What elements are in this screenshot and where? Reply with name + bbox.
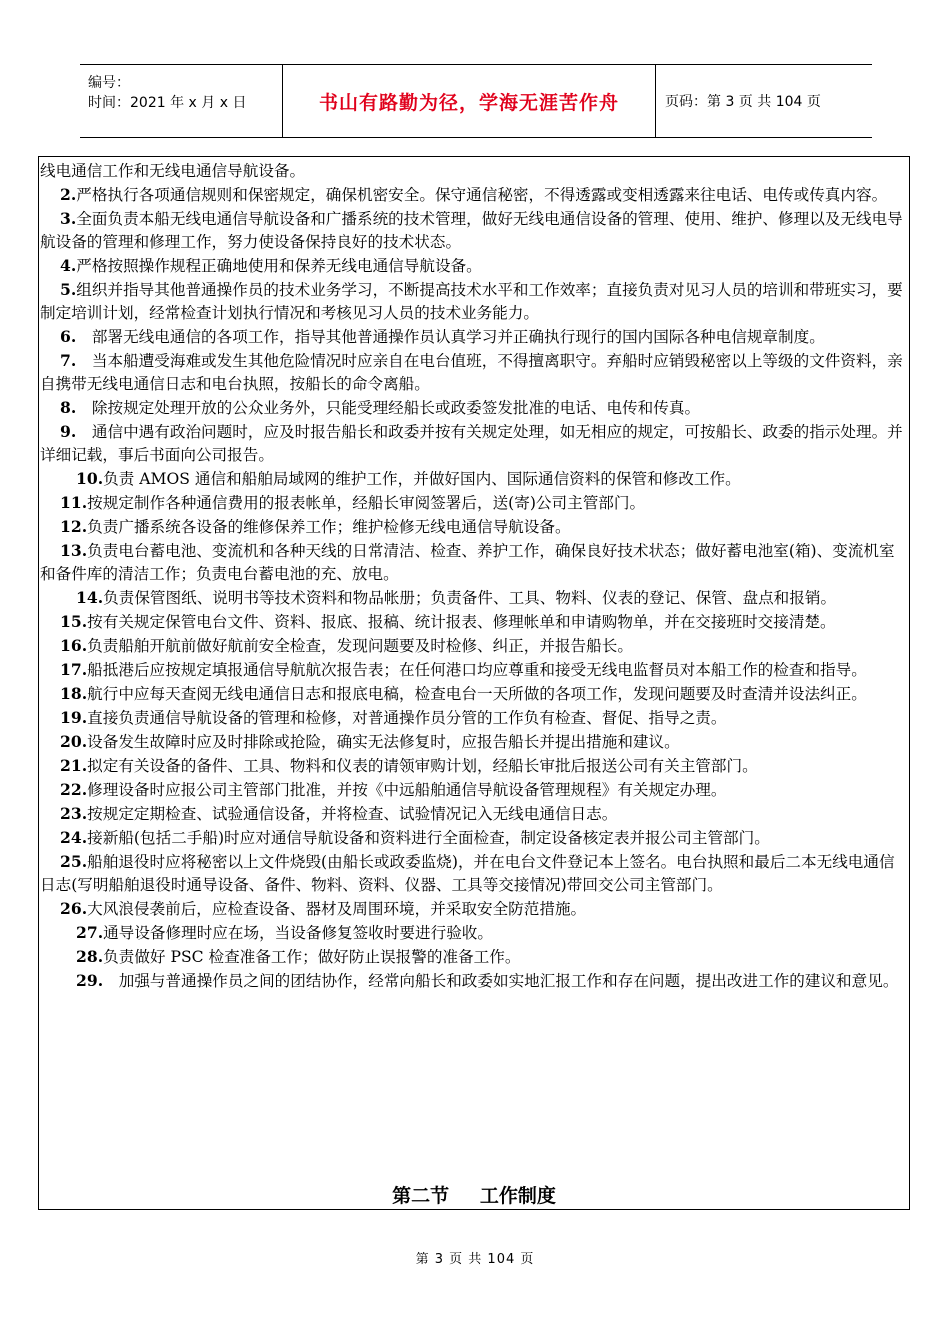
duty-text: 直接负责通信导航设备的管理和检修，对普通操作员分管的工作负有检查、督促、指导之责。 — [87, 709, 727, 727]
duty-text: 严格按照操作规程正确地使用和保养无线电通信导航设备。 — [76, 257, 482, 275]
section-title: 工作制度 — [479, 1185, 556, 1207]
duty-item — [40, 207, 908, 254]
duty-text: 船舶退役时应将秘密以上文件烧毁(由船长或政委监烧)，并在电台文件登记本上签名。电台执照和最后二本无线电通信日志(写明船舶退役时通导设备、备件、物料、资料、仪器、工具等交接情况)带回交公司主管部门。 — [40, 853, 895, 894]
duty-item — [40, 730, 908, 754]
duty-item — [40, 254, 908, 278]
duty-text: 负责电台蓄电池、变流机和各种天线的日常清洁、检查、养护工作，确保良好技术状态；做好蓄电池室(箱)、变流机室和备件库的清洁工作；负责电台蓄电池的充、放电。 — [40, 542, 895, 583]
page-header — [80, 64, 872, 138]
motto: 书山有路勤为径，学海无涯苦作舟 — [318, 91, 619, 114]
duty-item — [40, 826, 908, 850]
duty-item — [40, 539, 908, 586]
duty-number: 23. — [60, 804, 88, 823]
duty-text: 大风浪侵袭前后，应检查设备、器材及周围环境，并采取安全防范措施。 — [87, 900, 587, 918]
duty-text: 负责广播系统各设备的维修保养工作；维护检修无线电通信导航设备。 — [87, 518, 571, 536]
duty-item — [40, 897, 908, 921]
duty-item — [40, 921, 908, 945]
time-label: 时间：2021 年 x 月 x 日 — [88, 95, 247, 111]
duty-text: 负责做好 PSC 检查准备工作；做好防止误报警的准备工作。 — [103, 948, 521, 966]
duty-text: 加强与普通操作员之间的团结协作，经常向船长和政委如实地汇报工作和存在问题，提出改进工作的建议和意见。 — [103, 972, 899, 990]
duty-number: 16. — [60, 636, 88, 655]
duty-item — [40, 325, 908, 349]
duty-text: 按规定制作各种通信费用的报表帐单，经船长审阅签署后，送(寄)公司主管部门。 — [87, 494, 646, 512]
duty-text: 通导设备修理时应在场，当设备修复签收时要进行验收。 — [103, 924, 493, 942]
duty-item — [40, 610, 908, 634]
header-page-cell — [655, 65, 872, 137]
serial-label: 编号： — [88, 75, 130, 91]
duty-text: 当本船遭受海难或发生其他危险情况时应亲自在电台值班，不得擅离职守。弃船时应销毁秘密以上等级的文件资料，亲自携带无线电通信日志和电台执照，按船长的命令离船。 — [40, 352, 903, 393]
page-footer: 第 3 页 共 104 页 — [415, 1252, 535, 1267]
duty-text: 接新船(包括二手船)时应对通信导航设备和资料进行全面检查，制定设备核定表并报公司主管部门。 — [87, 829, 770, 847]
duty-number: 5. — [60, 280, 77, 299]
duty-text: 部署无线电通信的各项工作，指导其他普通操作员认真学习并正确执行现行的国内国际各种电信规章制度。 — [76, 328, 825, 346]
duty-number: 3. — [60, 209, 77, 228]
duty-text: 航行中应每天查阅无线电通信日志和报底电稿，检查电台一天所做的各项工作，发现问题要及时查清并设法纠正。 — [87, 685, 867, 703]
duty-number: 22. — [60, 780, 88, 799]
page-info: 页码：第 3 页 共 104 页 — [665, 94, 821, 110]
duty-number: 25. — [60, 852, 88, 871]
duty-text: 设备发生故障时应及时排除或抢险，确实无法修复时，应报告船长并提出措施和建议。 — [87, 733, 680, 751]
duty-number: 8. — [60, 398, 77, 417]
content-box — [38, 156, 910, 1210]
duty-item — [40, 802, 908, 826]
duty-text: 通信中遇有政治问题时，应及时报告船长和政委并按有关规定处理，如无相应的规定，可按船长、政委的指示处理。并详细记载，事后书面向公司报告。 — [40, 423, 903, 464]
duty-text: 拟定有关设备的备件、工具、物料和仪表的请领审购计划，经船长审批后报送公司有关主管部门。 — [87, 757, 758, 775]
duty-item — [40, 467, 908, 491]
duty-text: 船抵港后应按规定填报通信导航航次报告表；在任何港口均应尊重和接受无线电监督员对本船工作的检查和指导。 — [87, 661, 867, 679]
duty-number: 4. — [60, 256, 77, 275]
duty-number: 21. — [60, 756, 88, 775]
duty-item — [40, 634, 908, 658]
duty-item — [40, 278, 908, 325]
duty-item — [40, 754, 908, 778]
duty-number: 24. — [60, 828, 88, 847]
section-number: 第二节 — [392, 1185, 450, 1207]
duty-item — [40, 969, 908, 993]
duty-list — [40, 160, 908, 993]
duty-item — [40, 160, 908, 183]
duty-number: 29. — [76, 971, 104, 990]
duty-item — [40, 778, 908, 802]
header-motto-cell — [282, 65, 656, 137]
header-meta — [80, 65, 282, 137]
duty-number: 18. — [60, 684, 88, 703]
duty-item — [40, 850, 908, 897]
duty-item — [40, 349, 908, 396]
duty-item — [40, 586, 908, 610]
duty-number: 9. — [60, 422, 77, 441]
duty-item — [40, 420, 908, 467]
duty-number: 10. — [76, 469, 104, 488]
duty-number: 11. — [60, 493, 88, 512]
duty-text: 负责保管图纸、说明书等技术资料和物品帐册；负责备件、工具、物料、仪表的登记、保管、盘点和报销。 — [103, 589, 837, 607]
duty-number: 19. — [60, 708, 88, 727]
duty-item — [40, 183, 908, 207]
duty-number: 2. — [60, 185, 77, 204]
duty-text: 负责 AMOS 通信和船舶局域网的维护工作，并做好国内、国际通信资料的保管和修改工作。 — [103, 470, 741, 488]
duty-number: 28. — [76, 947, 104, 966]
duty-text: 线电通信工作和无线电通信导航设备。 — [40, 162, 306, 180]
duty-number: 27. — [76, 923, 104, 942]
duty-text: 负责船舶开航前做好航前安全检查，发现问题要及时检修、纠正，并报告船长。 — [87, 637, 633, 655]
duty-number: 7. — [60, 351, 77, 370]
duty-number: 15. — [60, 612, 88, 631]
duty-item — [40, 491, 908, 515]
duty-number: 6. — [60, 327, 77, 346]
duty-text: 严格执行各项通信规则和保密规定，确保机密安全。保守通信秘密，不得透露或变相透露来往电话、电传或传真内容。 — [76, 186, 888, 204]
duty-number: 20. — [60, 732, 88, 751]
duty-text: 按规定定期检查、试验通信设备，并将检查、试验情况记入无线电通信日志。 — [87, 805, 618, 823]
duty-number: 26. — [60, 899, 88, 918]
duty-item — [40, 658, 908, 682]
duty-text: 除按规定处理开放的公众业务外，只能受理经船长或政委签发批准的电话、电传和传真。 — [76, 399, 701, 417]
duty-number: 12. — [60, 517, 88, 536]
duty-item — [40, 682, 908, 706]
duty-item — [40, 706, 908, 730]
duty-text: 组织并指导其他普通操作员的技术业务学习，不断提高技术水平和工作效率；直接负责对见习人员的培训和带班实习，要制定培训计划，经常检查计划执行情况和考核见习人员的技术业务能力。 — [40, 281, 903, 322]
duty-number: 17. — [60, 660, 88, 679]
section-heading — [39, 1181, 909, 1208]
duty-item — [40, 515, 908, 539]
duty-number: 14. — [76, 588, 104, 607]
duty-text: 修理设备时应报公司主管部门批准，并按《中远船舶通信导航设备管理规程》有关规定办理。 — [87, 781, 727, 799]
duty-item — [40, 945, 908, 969]
duty-item — [40, 396, 908, 420]
duty-text: 全面负责本船无线电通信导航设备和广播系统的技术管理，做好无线电通信设备的管理、使用、维护、修理以及无线电导航设备的管理和修理工作，努力使设备保持良好的技术状态。 — [40, 210, 903, 251]
duty-number: 13. — [60, 541, 88, 560]
duty-text: 按有关规定保管电台文件、资料、报底、报稿、统计报表、修理帐单和申请购物单，并在交接班时交接清楚。 — [87, 613, 836, 631]
